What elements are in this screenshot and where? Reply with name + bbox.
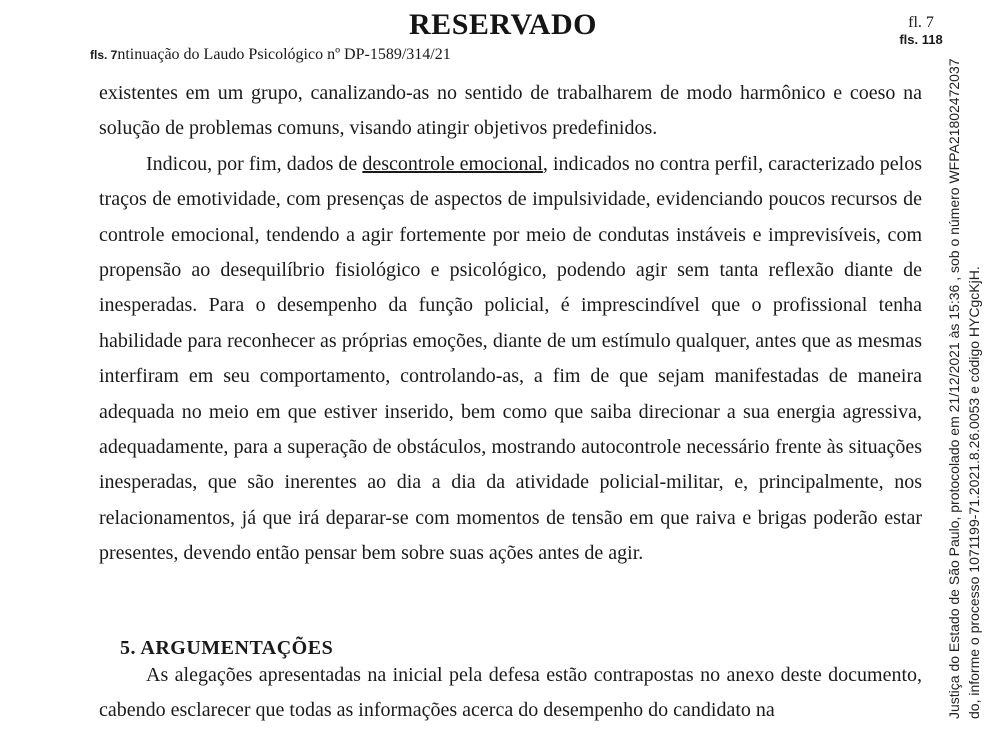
page-number-block [896,14,946,47]
side-protocol-stamp [944,0,984,719]
page-title: RESERVADO [409,8,597,41]
folio-number: fl. 7 [908,14,934,31]
section-heading: 5. ARGUMENTAÇÕES [120,637,334,659]
underlined-term: descontrole emocional [362,152,543,175]
report-subtitle: ntinuação do Laudo Psicológico nº DP-1589/314/21 [117,46,451,63]
page-stamp-right: fls. 118 [899,32,943,47]
side-stamp-line-2: do, informe o processo 1071199-71.2021.8.26.0053 e código HYCgcKjH. [966,266,982,719]
section-paragraph: As alegações apresentadas na inicial pela defesa estão contrapostas no anexo deste documento, cabendo esclarecer que todas as informações acerca do desempenho do candidato na [99,664,922,722]
page-stamp-left: fls. 7 [90,48,118,62]
paragraph-2 [99,147,922,572]
paragraph-1: existentes em um grupo, canalizando-as no sentido de trabalharem de modo harmônico e coeso na solução de problemas comuns, visando atingir objetivos predefinidos. [99,82,922,140]
paragraph-2-rest: , indicados no contra perfil, caracterizado pelos traços de emotividade, com presenças de aspectos de impulsividade, evidenciando poucos recursos de controle emocional, tendendo a agir fortemente por meio de condutas instáveis e imprevisíveis, com propensão ao desequilíbrio fisiológico e psicológico, podendo agir sem tanta reflexão diante de inesperadas. Para o desempenho da função policial, é imprescindível que o profissional tenha habilidade para reconhecer as próprias emoções, diante de um estímulo qualquer, antes que as mesmas interfiram em seu comportamento, controlando-as, a fim de que sejam manifestadas de maneira adequada no meio em que estiver inserido, bem como que saiba direcionar a sua energia agressiva, adequadamente, para a superação de obstáculos, mostrando autocontrole necessário frente às situações inesperadas, que são inerentes ao dia a dia da atividade policial-militar, e, principalmente, nos relacionamentos, já que irá deparar-se com momentos de tensão em que raiva e brigas poderão estar presentes, devendo então pensar bem sobre suas ações antes de agir. [99,152,922,565]
side-stamp-line-1: Justiça do Estado de São Paulo, protocolado em 21/12/2021 às 15:36 , sob o número WFPA21802472037 [946,58,962,719]
section-body [99,658,922,729]
running-header [90,46,451,64]
body-text [99,76,922,572]
paragraph-2-start: Indicou, por fim, dados de [146,152,363,175]
